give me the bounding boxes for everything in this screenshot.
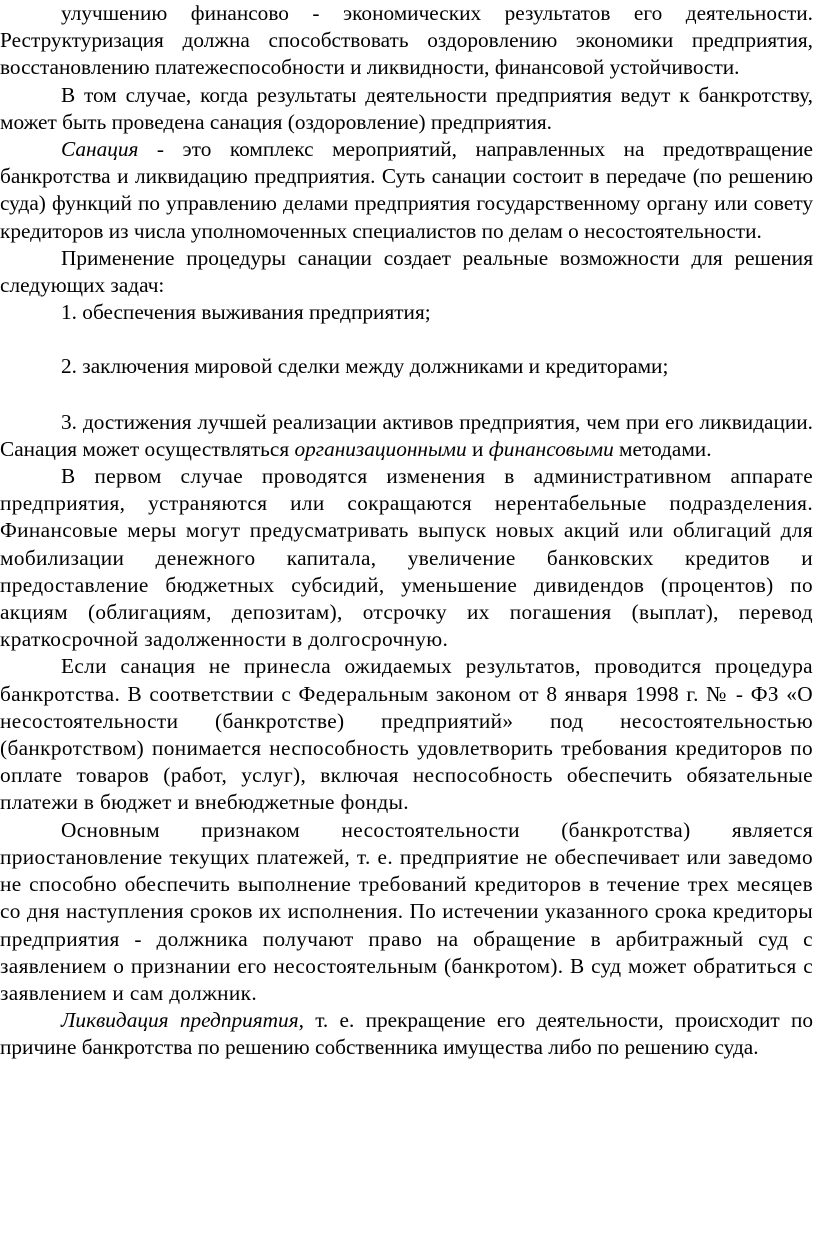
- term-organizational: организационными: [294, 436, 467, 461]
- term-sanation: Санация: [61, 137, 139, 162]
- paragraph-sanation-tasks: Применение процедуры санации создает реальные возможности для решения следующих задач:: [0, 245, 813, 298]
- sanation-definition-text: - это комплекс мероприятий, направленных на предотвращение банкротства и ликвидацию предприятия. Суть санации состоит в передаче (по решению суда) функций по управлению делами предприятия государственному органу или совету кредиторов из числа уполномоченных специалистов по делам о несостоятельности.: [0, 137, 813, 243]
- paragraph-restructuring-continued: улучшению финансово - экономических результатов его деятельности. Реструктуризация должна способствовать оздоровлению экономики предприятия, восстановлению платежеспособности и ликвидности, финансовой устойчивости.: [0, 1, 813, 80]
- liquidation-text: т. е. прекращение его деятельности, происходит по причине банкротства по решению собственника имущества либо по решению суда.: [0, 1008, 813, 1060]
- term-liquidation: Ликвидация предприятия,: [61, 1008, 304, 1033]
- paragraph-liquidation: [0, 1007, 813, 1061]
- list-item-3: [0, 409, 813, 463]
- list-item-3-end: методами.: [613, 436, 712, 461]
- paragraph-insolvency-sign: Основным признаком несостоятельности (банкротства) является приостановление текущих платежей, т. е. предприятие не обеспечивает или заведомо не способно обеспечить выполнение требований кредиторов в течение трех месяцев со дня наступления сроков их исполнения. По истечении указанного срока кредиторы предприятия - должника получают право на обращение в арбитражный суд с заявлением о признании его несостоятельным (банкротом). В суд может обратиться с заявлением и сам должник.: [0, 817, 813, 1005]
- paragraph-sanation-intro: В том случае, когда результаты деятельности предприятия ведут к банкротству, может быть проведена санация (оздоровление) предприятия.: [0, 82, 813, 134]
- list-item-1: 1. обеспечения выживания предприятия;: [61, 300, 431, 325]
- list-item-3-and: и: [466, 436, 489, 461]
- paragraph-sanation-definition: [0, 136, 813, 245]
- list-item-3-text: 3. достижения лучшей реализации активов предприятия, чем при его ликвидации. Санация может осуществляться: [0, 409, 813, 461]
- paragraph-measures: В первом случае проводятся изменения в административном аппарате предприятия, устраняются или сокращаются нерентабельные подразделения. Финансовые меры могут предусматривать выпуск новых акций или облигаций для мобилизации денежного капитала, увеличение банковских кредитов и предоставление бюджетных субсидий, уменьшение дивидендов (процентов) по акциям (облигациям, депозитам), отсрочку их погашения (выплат), перевод краткосрочной задолженности в долгосрочную.: [0, 464, 813, 652]
- list-item-2: 2. заключения мировой сделки между должниками и кредиторами;: [61, 354, 669, 379]
- term-financial: финансовыми: [488, 436, 614, 461]
- paragraph-bankruptcy-law: Если санация не принесла ожидаемых результатов, проводится процедура банкротства. В соответствии с Федеральным законом от 8 января 1998 г. № - ФЗ «О несостоятельности (банкротстве) предприятий» под несостоятельностью (банкротством) понимается неспособность удовлетворить требования кредиторов по оплате товаров (работ, услуг), включая неспособность обеспечить обязательные платежи в бюджет и внебюджетные фонды.: [0, 654, 813, 815]
